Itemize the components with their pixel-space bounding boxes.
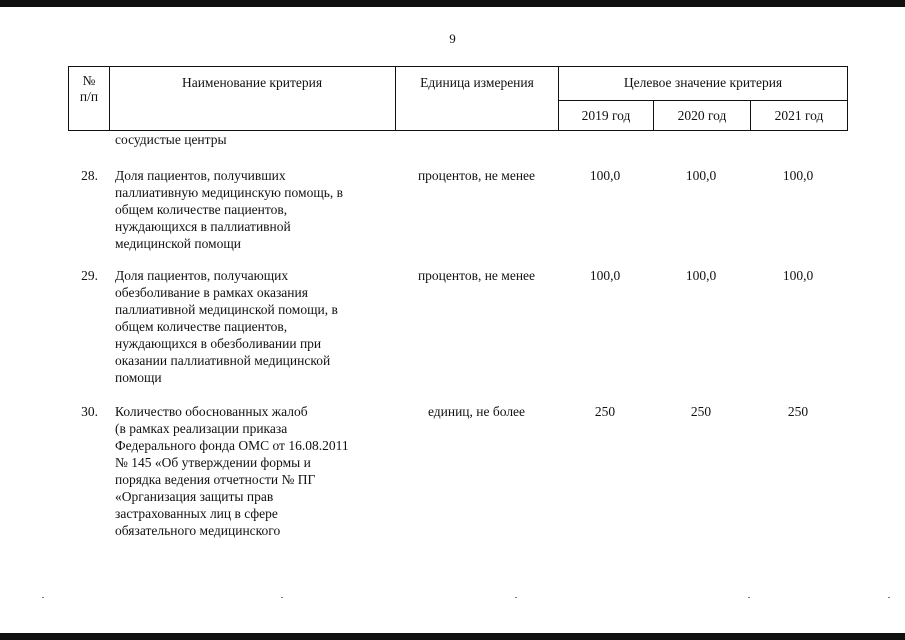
scan-speck — [888, 597, 890, 598]
criterion-name-line: паллиативную медицинскую помощь, в — [115, 185, 343, 200]
scan-speck — [42, 597, 44, 598]
criterion-name-line: порядка ведения отчетности № ПГ — [115, 472, 316, 487]
num-label-line: № — [82, 73, 96, 88]
value-2021: 100,0 — [782, 268, 814, 283]
value-2020: 250 — [690, 404, 712, 419]
criterion-name-line: Количество обоснованных жалоб — [115, 404, 308, 419]
continuation-text: сосудистые центры — [115, 132, 227, 147]
bottom-border — [0, 633, 905, 640]
value-2019: 100,0 — [589, 268, 621, 283]
criterion-name-line: № 145 «Об утверждении формы и — [115, 455, 311, 470]
criterion-name-line: Доля пациентов, получивших — [115, 168, 286, 183]
value-2021: 250 — [787, 404, 809, 419]
value-2019: 100,0 — [589, 168, 621, 183]
criterion-name-line: помощи — [115, 370, 162, 385]
scan-speck — [515, 597, 517, 598]
unit-value: процентов, не менее — [417, 268, 536, 283]
year-column-header: 2020 год — [677, 108, 727, 123]
value-2020: 100,0 — [685, 168, 717, 183]
name-column-header: Наименование критерия — [181, 75, 323, 90]
criterion-name-line: обезболивание в рамках оказания — [115, 285, 308, 300]
row-number: 29. — [81, 268, 98, 283]
criterion-name-line: «Организация защиты прав — [115, 489, 274, 504]
criterion-name-line: Федерального фонда ОМС от 16.08.2011 — [115, 438, 349, 453]
criterion-name-line: общем количестве пациентов, — [115, 202, 288, 217]
criterion-name — [115, 403, 349, 539]
criterion-name-line: застрахованных лиц в сфере — [115, 506, 278, 521]
criterion-name-line: обязательного медицинского — [115, 523, 281, 538]
criterion-name-line: паллиативной медицинской помощи, в — [115, 302, 338, 317]
criterion-name-line: общем количестве пациентов, — [115, 319, 288, 334]
scan-speck — [281, 597, 283, 598]
criterion-name-line: оказании паллиативной медицинской — [115, 353, 331, 368]
num-column-header — [69, 73, 109, 105]
header-subdivider — [558, 100, 847, 101]
target-column-header: Целевое значение критерия — [623, 75, 783, 90]
value-2021: 100,0 — [782, 168, 814, 183]
unit-value: процентов, не менее — [417, 168, 536, 183]
scan-speck — [748, 597, 750, 598]
unit-value: единиц, не более — [427, 404, 526, 419]
page-number: 9 — [449, 31, 456, 46]
value-2019: 250 — [594, 404, 616, 419]
criterion-name — [115, 167, 343, 252]
top-border — [0, 0, 905, 7]
criterion-name-line: (в рамках реализации приказа — [115, 421, 288, 436]
row-number: 30. — [81, 404, 98, 419]
year-column-header: 2021 год — [774, 108, 824, 123]
criterion-name — [115, 267, 338, 386]
unit-column-header: Единица измерения — [420, 75, 534, 90]
row-number: 28. — [81, 168, 98, 183]
year-column-header: 2019 год — [581, 108, 631, 123]
criterion-name-line: нуждающихся в обезболивании при — [115, 336, 322, 351]
value-2020: 100,0 — [685, 268, 717, 283]
criterion-name-line: Доля пациентов, получающих — [115, 268, 289, 283]
criterion-name-line: нуждающихся в паллиативной — [115, 219, 291, 234]
table-header — [68, 66, 848, 131]
num-label-line: п/п — [79, 89, 99, 104]
criterion-name-line: медицинской помощи — [115, 236, 241, 251]
